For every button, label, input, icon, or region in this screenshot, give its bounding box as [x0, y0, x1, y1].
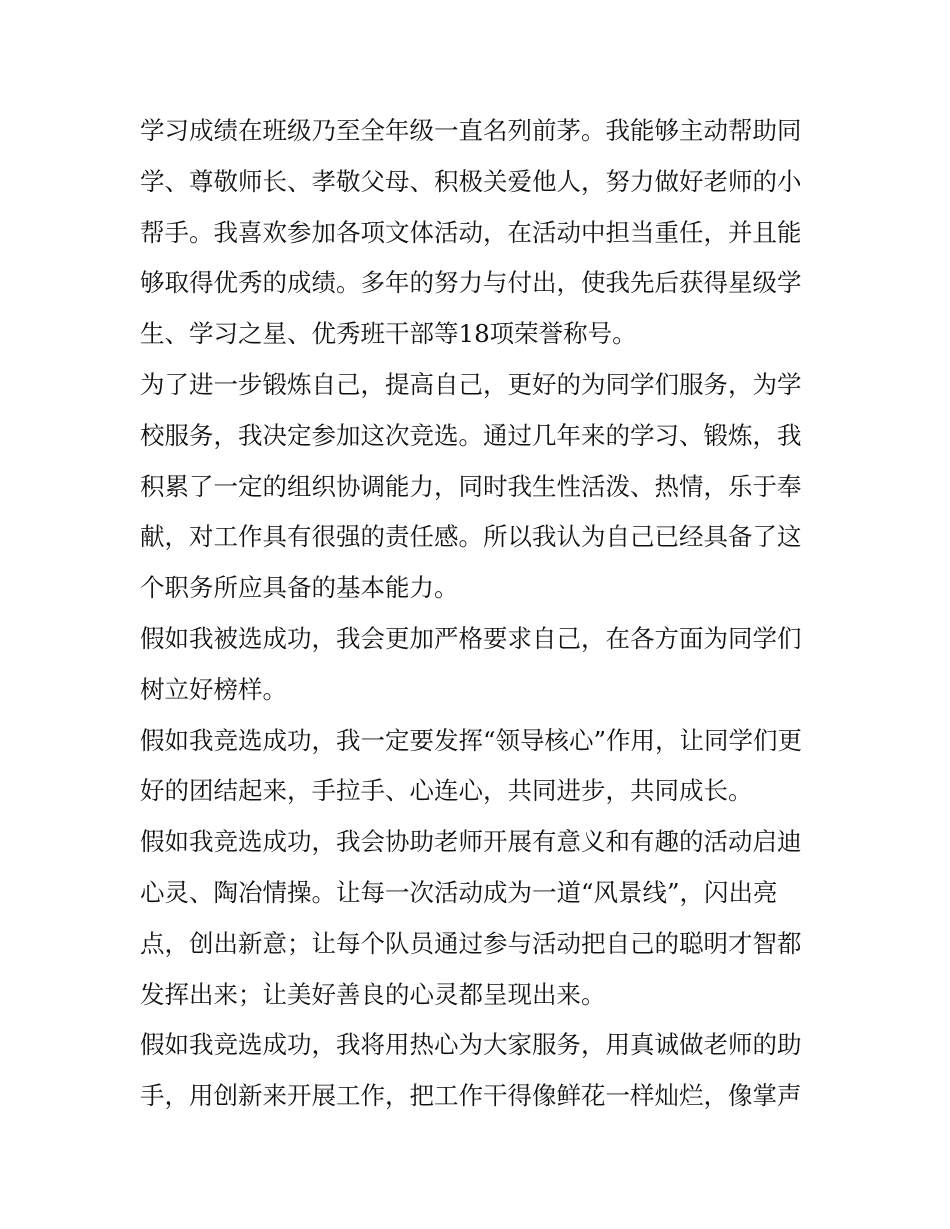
- text-line: 生、学习之星、优秀班干部等18项荣誉称号。: [140, 319, 637, 349]
- text-line: 假如我竞选成功，我将用热心为大家服务，用真诚做老师的助: [140, 1030, 802, 1060]
- text-line: 校服务，我决定参加这次竞选。通过几年来的学习、锻炼，我: [140, 420, 802, 450]
- text-line: 个职务所应具备的基本能力。: [140, 573, 459, 603]
- text-line: 学、尊敬师长、孝敬父母、积极关爱他人，努力做好老师的小: [140, 166, 802, 196]
- text-line: 帮手。我喜欢参加各项文体活动，在活动中担当重任，并且能: [140, 217, 802, 247]
- text-line: 点，创出新意；让每个队员通过参与活动把自己的聪明才智都: [140, 928, 802, 958]
- text-line: 献，对工作具有很强的责任感。所以我认为自己已经具备了这: [140, 522, 802, 552]
- text-line: 学习成绩在班级乃至全年级一直名列前茅。我能够主动帮助同: [140, 116, 802, 145]
- text-line: 树立好榜样。: [140, 674, 287, 704]
- text-line: 手，用创新来开展工作，把工作干得像鲜花一样灿烂，像掌声: [140, 1081, 802, 1111]
- document-body-text: [140, 106, 820, 1122]
- text-line: 心灵、陶冶情操。让每一次活动成为一道“风景线”，闪出亮: [140, 877, 778, 907]
- text-line: 为了进一步锻炼自己，提高自己，更好的为同学们服务，为学: [140, 369, 802, 399]
- text-line: 发挥出来；让美好善良的心灵都呈现出来。: [140, 979, 606, 1009]
- text-line: 够取得优秀的成绩。多年的努力与付出，使我先后获得星级学: [140, 268, 802, 298]
- text-line: 好的团结起来，手拉手、心连心，共同进步，共同成长。: [140, 776, 753, 806]
- text-line: 假如我竞选成功，我会协助老师开展有意义和有趣的活动启迪: [140, 827, 802, 857]
- text-line: 假如我竞选成功，我一定要发挥“领导核心”作用，让同学们更: [140, 725, 803, 755]
- text-line: 积累了一定的组织协调能力，同时我生性活泼、热情，乐于奉: [140, 471, 802, 501]
- text-line: 假如我被选成功，我会更加严格要求自己，在各方面为同学们: [140, 623, 802, 653]
